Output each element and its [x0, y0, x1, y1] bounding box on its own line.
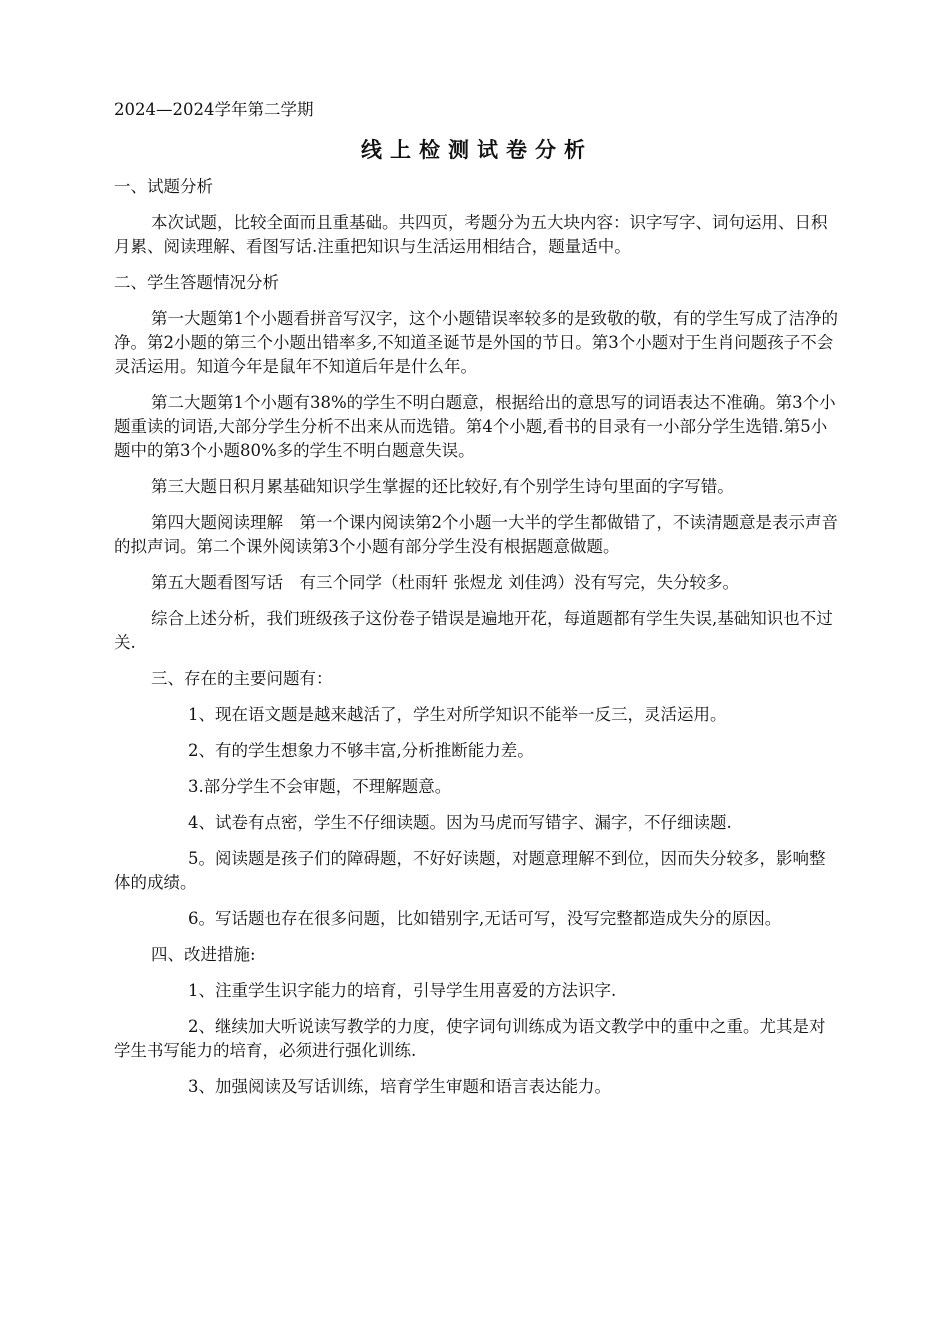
paragraph: 第二大题第1个小题有38%的学生不明白题意，根据给出的意思写的词语表达不准确。第3个小题重读的词语,大部分学生分析不出来从而选错。第4个小题,看书的目录有一小部分学生选错.第5小题中的第3个小题80%多的学生不明白题意失误。: [114, 393, 836, 460]
paragraph: 第五大题看图写话 有三个同学（杜雨轩 张煜龙 刘佳鸿）没有写完，失分较多。: [151, 573, 739, 592]
list-item: 2、有的学生想象力不够丰富,分析推断能力差。: [188, 741, 534, 760]
paragraph: 综合上述分析，我们班级孩子这份卷子错误是遍地开花，每道题都有学生失误,基础知识也不过关.: [114, 609, 833, 652]
paragraph: 第三大题日积月累基础知识学生掌握的还比较好,有个别学生诗句里面的字写错。: [151, 477, 734, 496]
list-item: 6。写话题也存在很多问题，比如错别字,无话可写，没写完整都造成失分的原因。: [188, 909, 782, 928]
document-body: [114, 98, 840, 1099]
section-heading-student-performance: 二、学生答题情况分析: [114, 273, 279, 292]
paragraph: 本次试题，比较全面而且重基础。共四页，考题分为五大块内容：识字写字、词句运用、日积月累、阅读理解、看图写话.注重把知识与生活运用相结合，题量适中。: [114, 213, 828, 256]
list-item: 3、加强阅读及写话训练，培育学生审题和语言表达能力。: [188, 1077, 611, 1096]
section-heading-main-problems: 三、存在的主要问题有：: [151, 669, 333, 688]
section-heading-improvements: 四、改进措施:: [151, 945, 256, 964]
list-item: 3.部分学生不会审题，不理解题意。: [188, 777, 452, 796]
term-line: 2024—2024学年第二学期: [114, 100, 314, 119]
list-item: 2、继续加大听说读写教学的力度，使字词句训练成为语文教学中的重中之重。尤其是对学生书写能力的培育，必须进行强化训练.: [114, 1017, 826, 1060]
list-item: 4、试卷有点密，学生不仔细读题。因为马虎而写错字、漏字，不仔细读题.: [188, 813, 732, 832]
paragraph: 第一大题第1个小题看拼音写汉字，这个小题错误率较多的是致敬的敬，有的学生写成了洁净的净。第2小题的第三个小题出错率多,不知道圣诞节是外国的节日。第3个小题对于生肖问题孩子不会灵活运用。知道今年是鼠年不知道后年是什么年。: [114, 309, 838, 376]
document-title: 线上检测试卷分析: [361, 137, 593, 162]
list-item: 1、注重学生识字能力的培育，引导学生用喜爱的方法识字.: [188, 981, 617, 1000]
section-heading-analysis: 一、试题分析: [114, 177, 213, 196]
paragraph: 第四大题阅读理解 第一个课内阅读第2个小题一大半的学生都做错了，不读清题意是表示声音的拟声词。第二个课外阅读第3个小题有部分学生没有根据题意做题。: [114, 513, 838, 556]
list-item: 5。阅读题是孩子们的障碍题，不好好读题，对题意理解不到位，因而失分较多，影响整体的成绩。: [114, 849, 826, 892]
list-item: 1、现在语文题是越来越活了，学生对所学知识不能举一反三，灵活运用。: [188, 705, 727, 724]
